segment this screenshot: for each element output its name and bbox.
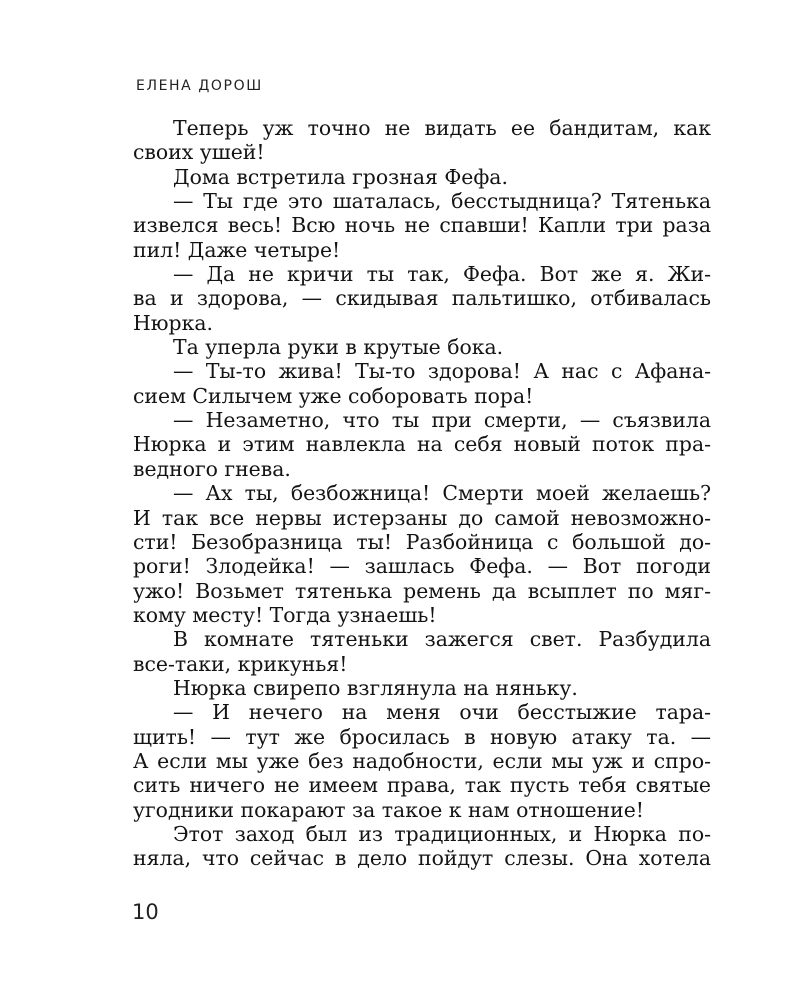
text-line: — Ты-то жива! Ты-то здорова! А нас с Афана- bbox=[173, 359, 711, 384]
text-line: Теперь уж точно не видать ее бандитам, как bbox=[173, 116, 711, 140]
body-text bbox=[133, 116, 711, 871]
text-line: роги! Злодейка! — зашлась Фефа. — Вот погоди bbox=[133, 554, 711, 579]
text-line: няла, что сейчас в дело пойдут слезы. Она хотела bbox=[133, 846, 711, 871]
running-head-author: ЕЛЕНА ДОРОШ bbox=[136, 78, 263, 94]
text-line: Дома встретила грозная Фефа. bbox=[173, 164, 508, 189]
text-line: Нюрка. bbox=[133, 310, 213, 335]
text-line: кому месту! Тогда узнаешь! bbox=[133, 602, 437, 627]
text-line: Та уперла руки в крутые бока. bbox=[173, 335, 504, 360]
page-number: 10 bbox=[132, 900, 159, 924]
text-line: пил! Даже четыре! bbox=[133, 237, 341, 262]
text-line: Этот заход был из традиционных, и Нюрка по- bbox=[173, 821, 711, 846]
text-line: все-таки, крикунья! bbox=[133, 651, 348, 676]
text-line: сить ничего не имеем права, так пусть тебя святые bbox=[133, 773, 711, 798]
text-line: ужо! Возьмет тятенька ремень да всыплет по мяг- bbox=[133, 578, 711, 603]
text-line: В комнате тятеньки зажегся свет. Разбудила bbox=[173, 627, 711, 652]
text-line: — Ты где это шаталась, бесстыдница? Тятенька bbox=[173, 189, 711, 214]
text-line: ведного гнева. bbox=[133, 456, 291, 481]
text-line: ва и здорова, — скидывая пальтишко, отбивалась bbox=[133, 286, 711, 311]
text-line: угодники покарают за такое к нам отношение! bbox=[133, 797, 644, 822]
text-line: А если мы уже без надобности, если мы уж и спро- bbox=[133, 748, 711, 773]
text-line: — Ах ты, безбожница! Смерти моей желаешь? bbox=[173, 481, 711, 506]
text-line: — Да не кричи ты так, Фефа. Вот же я. Жи- bbox=[173, 262, 711, 287]
text-line: извелся весь! Всю ночь не спавши! Капли три раза bbox=[133, 213, 711, 238]
text-line: сти! Безобразница ты! Разбойница с большой до- bbox=[133, 529, 711, 554]
text-line: щить! — тут же бросилась в новую атаку та. — bbox=[133, 724, 711, 749]
text-line: Нюрка свирепо взглянула на няньку. bbox=[173, 675, 578, 700]
text-line: своих ушей! bbox=[133, 140, 265, 165]
text-line: И так все нервы истерзаны до самой невозможно- bbox=[133, 505, 711, 530]
text-line: сием Силычем уже соборовать пора! bbox=[133, 383, 534, 408]
text-line: Нюрка и этим навлекла на себя новый поток пра- bbox=[133, 432, 711, 457]
text-line: — И нечего на меня очи бесстыжие тара- bbox=[173, 700, 711, 725]
text-line: — Незаметно, что ты при смерти, — съязвила bbox=[173, 408, 711, 433]
